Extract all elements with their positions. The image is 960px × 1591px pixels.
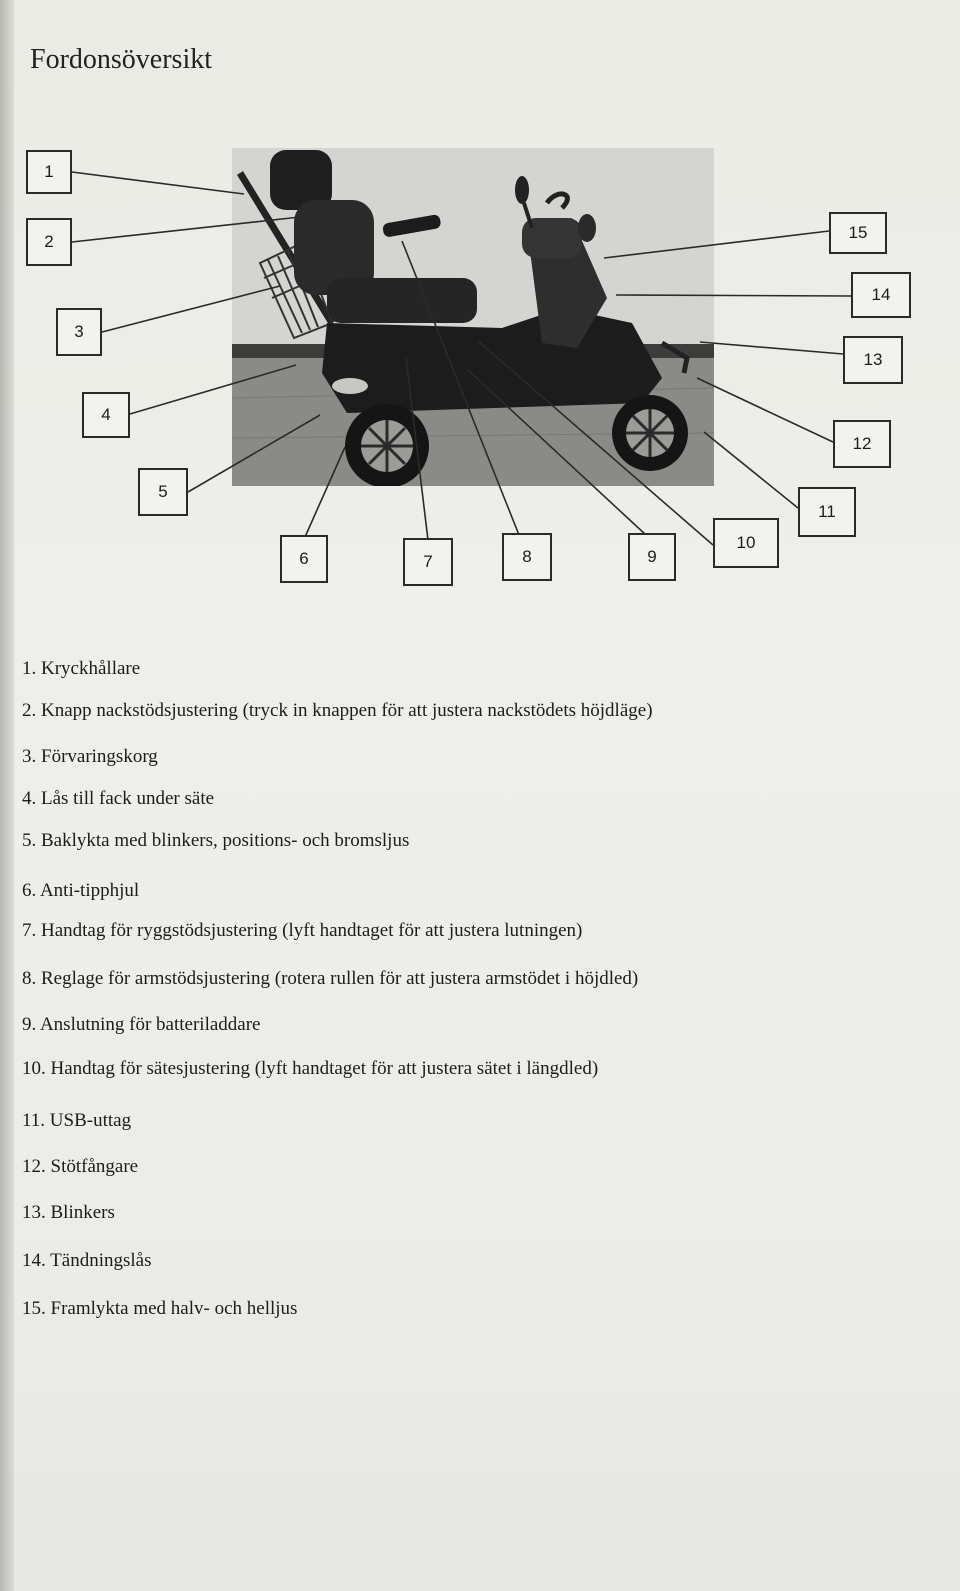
legend-item: 2. Knapp nackstödsjustering (tryck in knappen för att justera nackstödets höjdläge) — [22, 700, 653, 721]
callout-12: 12 — [833, 420, 891, 468]
callout-5: 5 — [138, 468, 188, 516]
callout-7: 7 — [403, 538, 453, 586]
legend-item: 15. Framlykta med halv- och helljus — [22, 1298, 298, 1319]
callout-9: 9 — [628, 533, 676, 581]
legend-item: 3. Förvaringskorg — [22, 746, 158, 767]
legend-item: 10. Handtag för sätesjustering (lyft handtaget för att justera sätet i längdled) — [22, 1058, 599, 1079]
callout-2: 2 — [26, 218, 72, 266]
legend-item: 5. Baklykta med blinkers, positions- och bromsljus — [22, 830, 410, 851]
callout-6: 6 — [280, 535, 328, 583]
legend-item: 14. Tändningslås — [22, 1250, 152, 1271]
legend-item: 9. Anslutning för batteriladdare — [22, 1014, 261, 1035]
callout-11: 11 — [798, 487, 856, 537]
legend-item: 13. Blinkers — [22, 1202, 115, 1223]
callout-10: 10 — [713, 518, 779, 568]
legend-item: 12. Stötfångare — [22, 1156, 139, 1177]
callout-1: 1 — [26, 150, 72, 194]
legend-item: 11. USB-uttag — [22, 1110, 132, 1131]
callout-8: 8 — [502, 533, 552, 581]
callout-15: 15 — [829, 212, 887, 254]
callout-13: 13 — [843, 336, 903, 384]
legend-item: 4. Lås till fack under säte — [22, 788, 215, 809]
callout-3: 3 — [56, 308, 102, 356]
page-title: Fordonsöversikt — [30, 44, 212, 75]
legend-item: 1. Kryckhållare — [22, 658, 141, 679]
callout-4: 4 — [82, 392, 130, 438]
legend-item: 6. Anti-tipphjul — [22, 880, 140, 901]
callout-14: 14 — [851, 272, 911, 318]
legend-item: 7. Handtag för ryggstödsjustering (lyft handtaget för att justera lutningen) — [22, 920, 583, 941]
legend-item: 8. Reglage för armstödsjustering (rotera rullen för att justera armstödet i höjdled) — [22, 968, 639, 989]
vehicle-diagram — [0, 0, 960, 620]
